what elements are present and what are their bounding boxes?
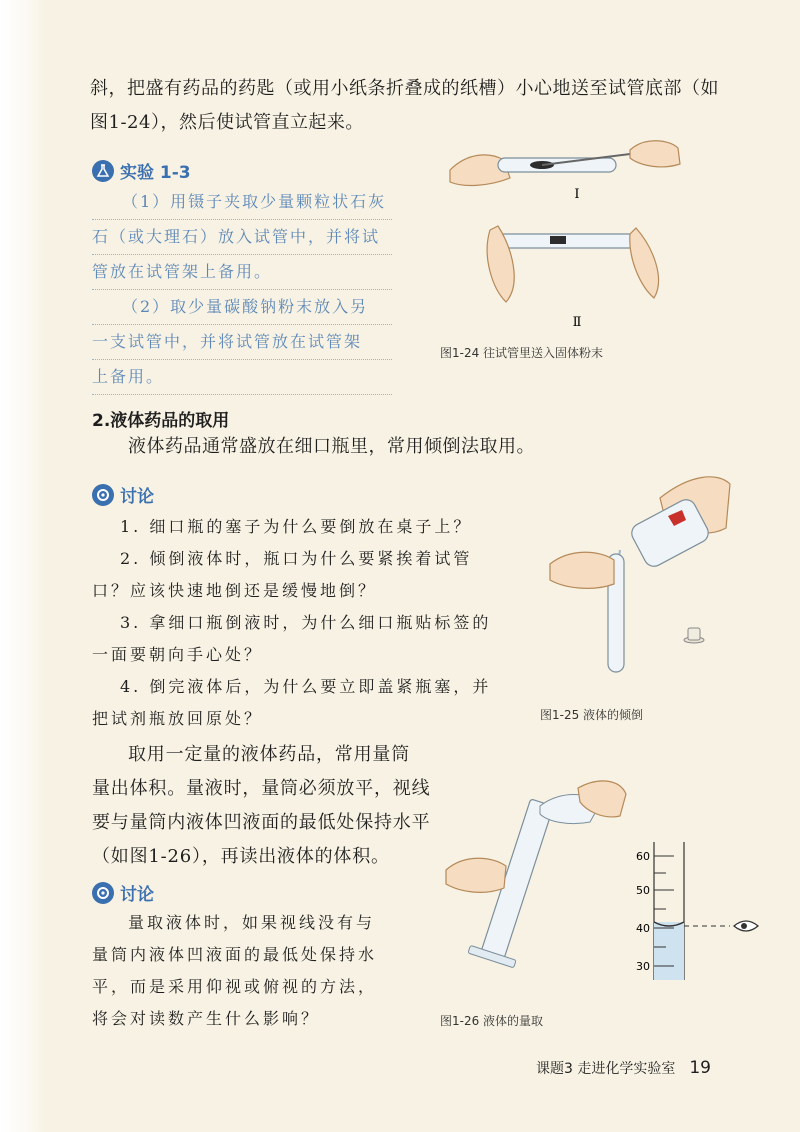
discussion-heading-1 [92, 482, 522, 507]
discussion-line: 2. 倾倒液体时，瓶口为什么要紧挨着试管 [120, 549, 473, 568]
discussion-line: 平，而是采用仰视或俯视的方法， [92, 977, 378, 996]
intro-line-2: 图1-24），然后使试管直立起来。 [90, 112, 364, 133]
discussion-body-1 [92, 511, 522, 735]
discussion-box-1 [92, 482, 522, 735]
section-title: 2.液体药品的取用 [92, 411, 230, 431]
experiment-line: 管放在试管架上备用。 [92, 255, 392, 290]
figure-1-24-caption: 图1-24 往试管里送入固体粉末 [440, 346, 604, 360]
intro-paragraph [90, 72, 780, 140]
discussion-box-2 [92, 880, 412, 1035]
scale-tick-label: 30 [636, 960, 650, 973]
experiment-heading [92, 158, 392, 183]
page-footer [536, 1058, 711, 1078]
scale-tick-label: 60 [636, 850, 650, 863]
fig-1-24-label-i: I [574, 187, 580, 202]
section-paragraph: 液体药品通常盛放在细口瓶里，常用倾倒法取用。 [128, 436, 535, 457]
experiment-line: （2）取少量碳酸钠粉末放入另 [92, 290, 392, 325]
experiment-box [92, 158, 392, 395]
intro-line-1: 斜，把盛有药品的药匙（或用小纸条折叠成的纸槽）小心地送至试管底部（如 [90, 78, 719, 99]
discussion-line: 4. 倒完液体后，为什么要立即盖紧瓶塞，并 [120, 677, 492, 696]
measure-paragraph [92, 738, 452, 874]
eye-icon [734, 921, 758, 931]
experiment-line: 一支试管中，并将试管放在试管架 [92, 325, 392, 360]
discussion-line: 一面要朝向手心处？ [92, 645, 264, 664]
discussion-line: 量筒内液体凹液面的最低处保持水 [92, 945, 378, 964]
measure-line: 量出体积。量液时，量筒必须放平，视线 [92, 778, 431, 799]
measure-line: （如图1-26），再读出液体的体积。 [92, 846, 390, 867]
fig-1-24-label-ii: Ⅱ [572, 315, 582, 330]
experiment-line: （1）用镊子夹取少量颗粒状石灰 [92, 185, 392, 220]
liquid-pouring-illustration [540, 468, 740, 698]
flask-icon [92, 160, 114, 182]
measure-line: 取用一定量的液体药品，常用量筒 [128, 744, 410, 765]
measure-line: 要与量筒内液体凹液面的最低处保持水平 [92, 812, 431, 833]
discussion-icon [92, 882, 114, 904]
experiment-body [92, 185, 392, 395]
experiment-title: 实验 1-3 [120, 163, 191, 183]
footer-lesson-title: 课题3 走进化学实验室 [536, 1061, 676, 1077]
experiment-line: 上备用。 [92, 360, 392, 395]
discussion-line: 把试剂瓶放回原处？ [92, 709, 264, 728]
page-number: 19 [689, 1058, 711, 1078]
figure-1-26-caption: 图1-26 液体的量取 [440, 1014, 544, 1028]
discussion-icon [92, 484, 114, 506]
experiment-line: 石（或大理石）放入试管中，并将试 [92, 220, 392, 255]
discussion-title-2: 讨论 [120, 885, 154, 905]
page-edge [0, 0, 46, 1132]
discussion-line: 将会对读数产生什么影响？ [92, 1009, 321, 1028]
discussion-line: 量取液体时，如果视线没有与 [128, 913, 376, 932]
discussion-body-2 [92, 907, 412, 1035]
measuring-cylinder-illustration [440, 770, 770, 990]
figure-1-25 [540, 468, 740, 698]
discussion-line: 3. 拿细口瓶倒液时，为什么细口瓶贴标签的 [120, 613, 492, 632]
figure-1-24 [440, 138, 700, 338]
discussion-line: 口？应该快速地倒还是缓慢地倒？ [92, 581, 378, 600]
test-tube-powder-illustration [440, 138, 700, 338]
scale-tick-label: 50 [636, 884, 650, 897]
discussion-title-1: 讨论 [120, 487, 154, 507]
discussion-heading-2 [92, 880, 412, 905]
figure-1-25-caption: 图1-25 液体的倾倒 [540, 708, 644, 722]
figure-1-26 [440, 770, 770, 990]
scale-tick-label: 40 [636, 922, 650, 935]
discussion-line: 1. 细口瓶的塞子为什么要倒放在桌子上？ [120, 517, 473, 536]
